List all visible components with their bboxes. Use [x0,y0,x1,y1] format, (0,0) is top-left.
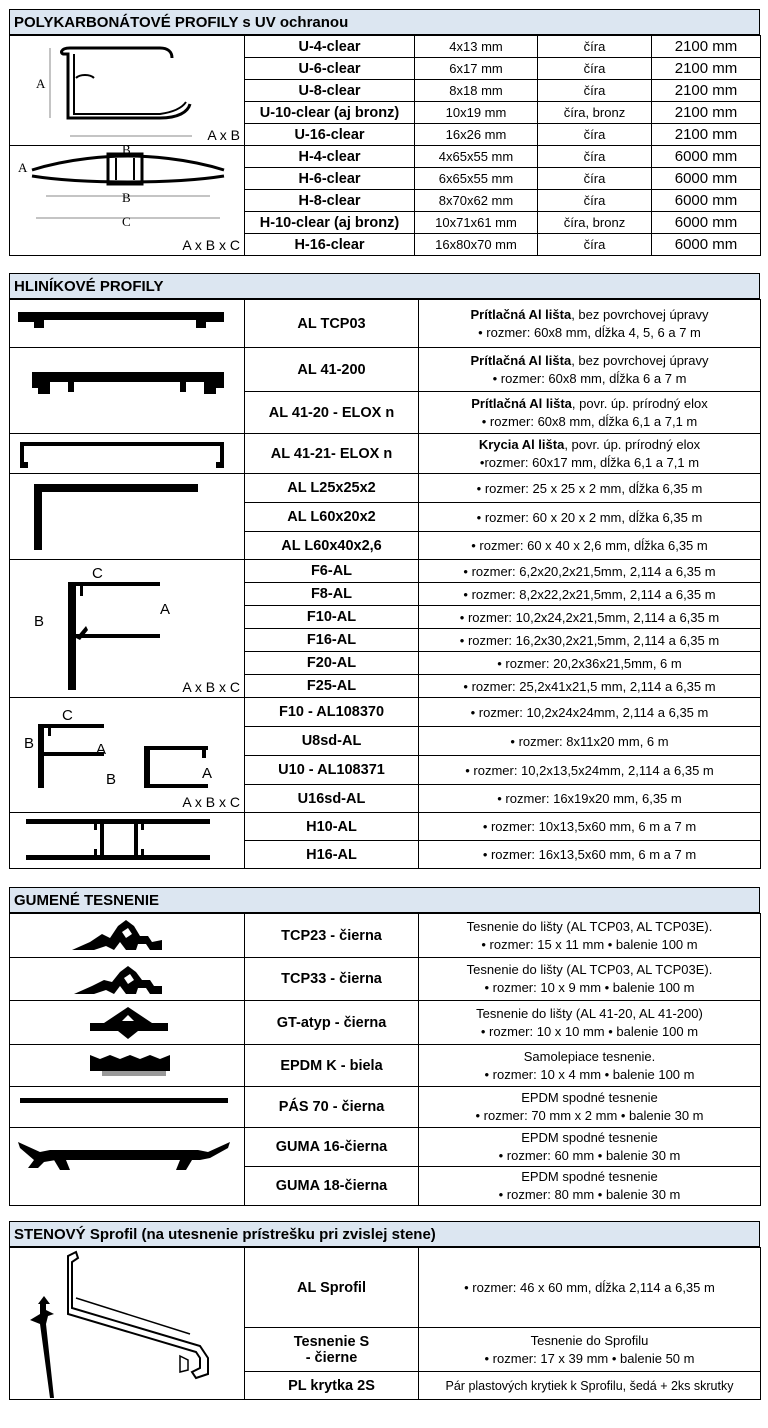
poly-code: U-6-clear [245,58,415,80]
u-dim-b: B [122,142,131,157]
f-dim-b: B [34,613,45,630]
rubber-code: GUMA 18-čierna [245,1167,419,1206]
seal-tcp23-icon [10,914,245,958]
poly-length: 6000 mm [652,190,761,212]
poly-length: 2100 mm [652,36,761,58]
f-dim-c: C [92,565,103,582]
alu-title: HLINÍKOVÉ PROFILY [9,273,760,299]
poly-size: 8x70x62 mm [415,190,538,212]
tcp03-drawing [10,300,245,348]
h-profile-drawing [10,146,245,256]
alu-desc: Prítlačná Al lišta, povr. úp. prírodný elox • rozmer: 60x8 mm, dĺžka 6,1 a 7,1 m [419,392,761,434]
poly-size: 16x80x70 mm [415,234,538,256]
epdm-k-drawing [10,1045,245,1087]
alu-code: AL L25x25x2 [245,474,419,503]
alu-code: F16-AL [245,629,419,652]
wall-code: Tesnenie S - čierne [245,1328,419,1372]
alu-desc: Krycia Al lišta, povr. úp. prírodný elox •rozmer: 60x17 mm, dĺžka 6,1 a 7,1 m [419,434,761,474]
alu-desc: • rozmer: 8x11x20 mm, 6 m [419,727,761,756]
alu-desc: • rozmer: 8,2x22,2x21,5mm, 2,114 a 6,35 m [419,583,761,606]
wall-desc: Pár plastových krytiek k Sprofilu, šedá + 2ks skrutky [419,1372,761,1400]
wall-section [9,1221,760,1400]
poly-size: 8x18 mm [415,80,538,102]
rubber-section [9,887,760,1206]
alu-desc: • rozmer: 25 x 25 x 2 mm, dĺžka 6,35 m [419,474,761,503]
alu-desc: • rozmer: 16x13,5x60 mm, 6 m a 7 m [419,841,761,869]
h-al-drawing [10,813,245,869]
h-group-label: A x B x C [182,237,240,253]
f-dim-a: A [160,601,171,618]
poly-code: H-8-clear [245,190,415,212]
alu-desc: • rozmer: 10,2x13,5x24mm, 2,114 a 6,35 m [419,756,761,785]
rubber-code: TCP33 - čierna [245,958,419,1001]
poly-code: U-10-clear (aj bronz) [245,102,415,124]
poly-color: číra [538,124,652,146]
alu-table [9,299,761,869]
alu-code: F8-AL [245,583,419,606]
poly-section [9,9,760,256]
f-profile-drawing [10,560,245,698]
alu-code: AL L60x40x2,6 [245,532,419,560]
alu-code: AL 41-21- ELOX n [245,434,419,474]
pas70-drawing [10,1087,245,1128]
seal-epdm-k-icon [10,1045,245,1087]
poly-code: H-4-clear [245,146,415,168]
alu-desc: Prítlačná Al lišta, bez povrchovej úpravy • rozmer: 60x8 mm, dĺžka 4, 5, 6 a 7 m [419,300,761,348]
fu-dim-b2: B [106,771,117,788]
alu-desc: • rozmer: 6,2x20,2x21,5mm, 2,114 a 6,35 m [419,560,761,583]
seal-tcp33-icon [10,958,245,1001]
poly-code: H-10-clear (aj bronz) [245,212,415,234]
h-dim-c: C [122,214,131,229]
poly-color: číra [538,234,652,256]
tcp33-drawing [10,958,245,1001]
cover-profile-icon [10,434,245,474]
tcp23-drawing [10,914,245,958]
alu-desc: • rozmer: 16x19x20 mm, 6,35 m [419,785,761,813]
poly-color: číra [538,36,652,58]
poly-size: 4x13 mm [415,36,538,58]
alu-section [9,273,760,869]
l-profile-icon [10,474,245,560]
guma-drawing [10,1128,245,1206]
poly-length: 6000 mm [652,212,761,234]
wall-code: AL Sprofil [245,1248,419,1328]
alu-code: U16sd-AL [245,785,419,813]
poly-color: číra, bronz [538,102,652,124]
alu-code: F10-AL [245,606,419,629]
u-group-label: A x B [207,127,240,143]
poly-color: číra, bronz [538,212,652,234]
h-al-profile-icon [10,813,245,869]
poly-length: 6000 mm [652,146,761,168]
al41-profile-icon [10,348,245,434]
rubber-code: PÁS 70 - čierna [245,1087,419,1128]
rubber-code: TCP23 - čierna [245,914,419,958]
al41-21-drawing [10,434,245,474]
rubber-desc: EPDM spodné tesnenie • rozmer: 80 mm • balenie 30 m [419,1167,761,1206]
alu-desc: Prítlačná Al lišta, bez povrchovej úpravy • rozmer: 60x8 mm, dĺžka 6 a 7 m [419,348,761,392]
h-dim-b: B [122,190,131,205]
alu-code: U8sd-AL [245,727,419,756]
rubber-title: GUMENÉ TESNENIE [9,887,760,913]
f-group-label: A x B x C [182,679,240,695]
fu-group-label: A x B x C [182,794,240,810]
fu-dim-b: B [24,735,35,752]
fu-dim-a: A [96,741,107,758]
poly-length: 6000 mm [652,234,761,256]
poly-length: 2100 mm [652,124,761,146]
wall-desc: Tesnenie do Sprofilu • rozmer: 17 x 39 mm • balenie 50 m [419,1328,761,1372]
h-dim-a: A [18,160,28,175]
rubber-desc: Tesnenie do lišty (AL 41-20, AL 41-200) • rozmer: 10 x 10 mm • balenie 100 m [419,1001,761,1045]
alu-code: H10-AL [245,813,419,841]
poly-size: 10x71x61 mm [415,212,538,234]
rubber-desc: Tesnenie do lišty (AL TCP03, AL TCP03E). • rozmer: 10 x 9 mm • balenie 100 m [419,958,761,1001]
alu-desc: • rozmer: 10x13,5x60 mm, 6 m a 7 m [419,813,761,841]
rubber-code: GUMA 16-čierna [245,1128,419,1167]
poly-length: 2100 mm [652,102,761,124]
sprofil-drawing [10,1248,245,1400]
alu-code: AL L60x20x2 [245,503,419,532]
poly-length: 2100 mm [652,58,761,80]
seal-guma-icon [10,1128,245,1206]
rubber-desc: EPDM spodné tesnenie • rozmer: 70 mm x 2 mm • balenie 30 m [419,1087,761,1128]
seal-gt-atyp-icon [10,1001,245,1045]
rubber-code: GT-atyp - čierna [245,1001,419,1045]
rubber-table [9,913,761,1206]
alu-code: H16-AL [245,841,419,869]
alu-code: F25-AL [245,675,419,698]
alu-code: U10 - AL108371 [245,756,419,785]
u-profile-drawing [10,36,245,157]
alu-desc: • rozmer: 10,2x24,2x21,5mm, 2,114 a 6,35 m [419,606,761,629]
alu-desc: • rozmer: 16,2x30,2x21,5mm, 2,114 a 6,35 m [419,629,761,652]
alu-desc: • rozmer: 10,2x24x24mm, 2,114 a 6,35 m [419,698,761,727]
rubber-code: EPDM K - biela [245,1045,419,1087]
wall-code: PL krytka 2S [245,1372,419,1400]
poly-code: U-16-clear [245,124,415,146]
alu-code: F6-AL [245,560,419,583]
wall-desc: • rozmer: 46 x 60 mm, dĺžka 2,114 a 6,35 m [419,1248,761,1328]
poly-size: 6x65x55 mm [415,168,538,190]
poly-code: H-6-clear [245,168,415,190]
poly-length: 2100 mm [652,80,761,102]
alu-code: AL 41-20 - ELOX n [245,392,419,434]
poly-color: číra [538,168,652,190]
alu-code: AL TCP03 [245,300,419,348]
poly-code: U-4-clear [245,36,415,58]
alu-desc: • rozmer: 25,2x41x21,5 mm, 2,114 a 6,35 m [419,675,761,698]
poly-length: 6000 mm [652,168,761,190]
alu-desc: • rozmer: 60 x 20 x 2 mm, dĺžka 6,35 m [419,503,761,532]
rubber-desc: Samolepiace tesnenie. • rozmer: 10 x 4 mm • balenie 100 m [419,1045,761,1087]
gt-atyp-drawing [10,1001,245,1045]
fu-dim-a2: A [202,765,213,782]
fu-profile-drawing [10,698,245,813]
alu-code: F10 - AL108370 [245,698,419,727]
wall-title: STENOVÝ Sprofil (na utesnenie prístrešku pri zvislej stene) [9,1221,760,1247]
poly-title: POLYKARBONÁTOVÉ PROFILY s UV ochranou [9,9,760,35]
rubber-desc: EPDM spodné tesnenie • rozmer: 60 mm • balenie 30 m [419,1128,761,1167]
poly-size: 10x19 mm [415,102,538,124]
poly-color: číra [538,190,652,212]
alu-desc: • rozmer: 60 x 40 x 2,6 mm, dĺžka 6,35 m [419,532,761,560]
seal-pas70-icon [10,1087,245,1128]
u-dim-a: A [36,76,46,91]
wall-table [9,1247,761,1400]
poly-code: U-8-clear [245,80,415,102]
l-profile-drawing [10,474,245,560]
poly-size: 16x26 mm [415,124,538,146]
rubber-desc: Tesnenie do lišty (AL TCP03, AL TCP03E). • rozmer: 15 x 11 mm • balenie 100 m [419,914,761,958]
alu-code: F20-AL [245,652,419,675]
fu-dim-c: C [62,707,73,724]
poly-size: 4x65x55 mm [415,146,538,168]
poly-color: číra [538,80,652,102]
poly-size: 6x17 mm [415,58,538,80]
alu-desc: • rozmer: 20,2x36x21,5mm, 6 m [419,652,761,675]
sprofil-icon [10,1248,245,1402]
poly-color: číra [538,146,652,168]
al41-200-drawing [10,348,245,434]
poly-table [9,35,761,256]
tcp03-profile-icon [10,300,245,348]
poly-code: H-16-clear [245,234,415,256]
poly-color: číra [538,58,652,80]
alu-code: AL 41-200 [245,348,419,392]
